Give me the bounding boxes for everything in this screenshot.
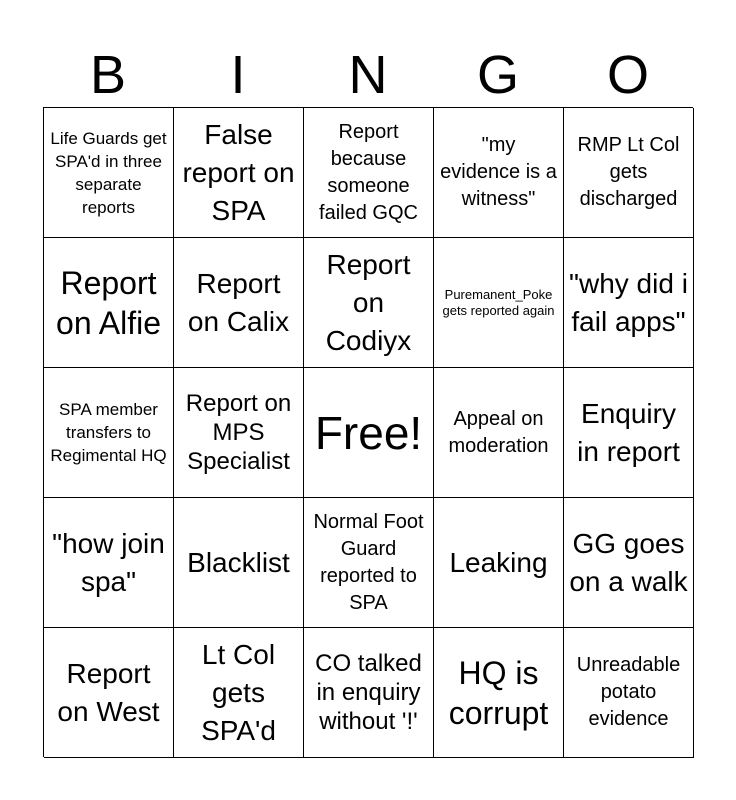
bingo-cell-text: HQ is corrupt [448, 654, 549, 731]
bingo-cell[interactable] [434, 368, 564, 498]
bingo-cell[interactable] [174, 498, 304, 628]
bingo-cell-text: "why did i fail apps" [569, 267, 688, 337]
bingo-cell-text: Report on Calix [187, 267, 290, 337]
bingo-cell-text: Enquiry in report [577, 397, 680, 467]
bingo-cell[interactable] [564, 628, 694, 758]
bingo-cell-text: Report on Alfie [56, 264, 161, 341]
bingo-cell-text: Report on Codiyx [325, 248, 412, 356]
bingo-header [43, 42, 693, 108]
bingo-cell-text: Appeal on moderation [448, 407, 549, 457]
bingo-cell-text: RMP Lt Col gets discharged [577, 134, 680, 210]
bingo-cell-text: Lt Col gets SPA'd [201, 638, 276, 746]
bingo-cell[interactable] [44, 368, 174, 498]
bingo-cell-text: SPA member transfers to Regimental HQ [50, 400, 167, 465]
bingo-cell[interactable] [304, 498, 434, 628]
bingo-cell[interactable] [304, 238, 434, 368]
bingo-cell-text: Unreadable potato evidence [576, 654, 681, 730]
bingo-cell[interactable] [44, 108, 174, 238]
header-letter-n: N [348, 45, 388, 105]
bingo-cell-free[interactable] [304, 368, 434, 498]
bingo-cell[interactable] [564, 498, 694, 628]
header-letter-i: I [230, 45, 246, 105]
bingo-cell[interactable] [174, 368, 304, 498]
bingo-cell-text: Leaking [449, 546, 548, 578]
bingo-cell[interactable] [434, 238, 564, 368]
bingo-cell-text: Report because someone failed GQC [319, 120, 418, 224]
bingo-cell[interactable] [174, 108, 304, 238]
bingo-card-grid [43, 107, 693, 757]
bingo-cell-text: Report on MPS Specialist [185, 390, 292, 475]
bingo-cell-text: Puremanent_Poke gets reported again [442, 286, 555, 318]
free-space-label: Free! [314, 406, 423, 459]
bingo-cell-text: Report on West [57, 657, 160, 727]
bingo-cell[interactable] [174, 238, 304, 368]
header-letter-o: O [606, 45, 649, 105]
header-letter-g: G [476, 45, 519, 105]
bingo-cell[interactable] [564, 238, 694, 368]
bingo-cell-text: GG goes on a walk [569, 527, 688, 597]
header-letter-b: B [89, 45, 127, 105]
bingo-cell[interactable] [434, 108, 564, 238]
bingo-cell[interactable] [44, 498, 174, 628]
bingo-cell[interactable] [564, 108, 694, 238]
bingo-cell-text: "my evidence is a witness" [440, 134, 557, 210]
bingo-cell-text: Normal Foot Guard reported to SPA [313, 510, 424, 614]
bingo-cell[interactable] [44, 238, 174, 368]
bingo-cell[interactable] [434, 498, 564, 628]
bingo-cell[interactable] [304, 108, 434, 238]
bingo-cell[interactable] [434, 628, 564, 758]
bingo-cell[interactable] [174, 628, 304, 758]
bingo-cell-text: False report on SPA [182, 118, 295, 226]
bingo-cell-text: CO talked in enquiry without '!' [315, 650, 422, 735]
bingo-cell[interactable] [44, 628, 174, 758]
bingo-cell[interactable] [304, 628, 434, 758]
bingo-cell[interactable] [564, 368, 694, 498]
bingo-cell-text: "how join spa" [52, 527, 165, 597]
bingo-cell-text: Blacklist [187, 546, 290, 578]
bingo-cell-text: Life Guards get SPA'd in three separate reports [50, 128, 167, 217]
